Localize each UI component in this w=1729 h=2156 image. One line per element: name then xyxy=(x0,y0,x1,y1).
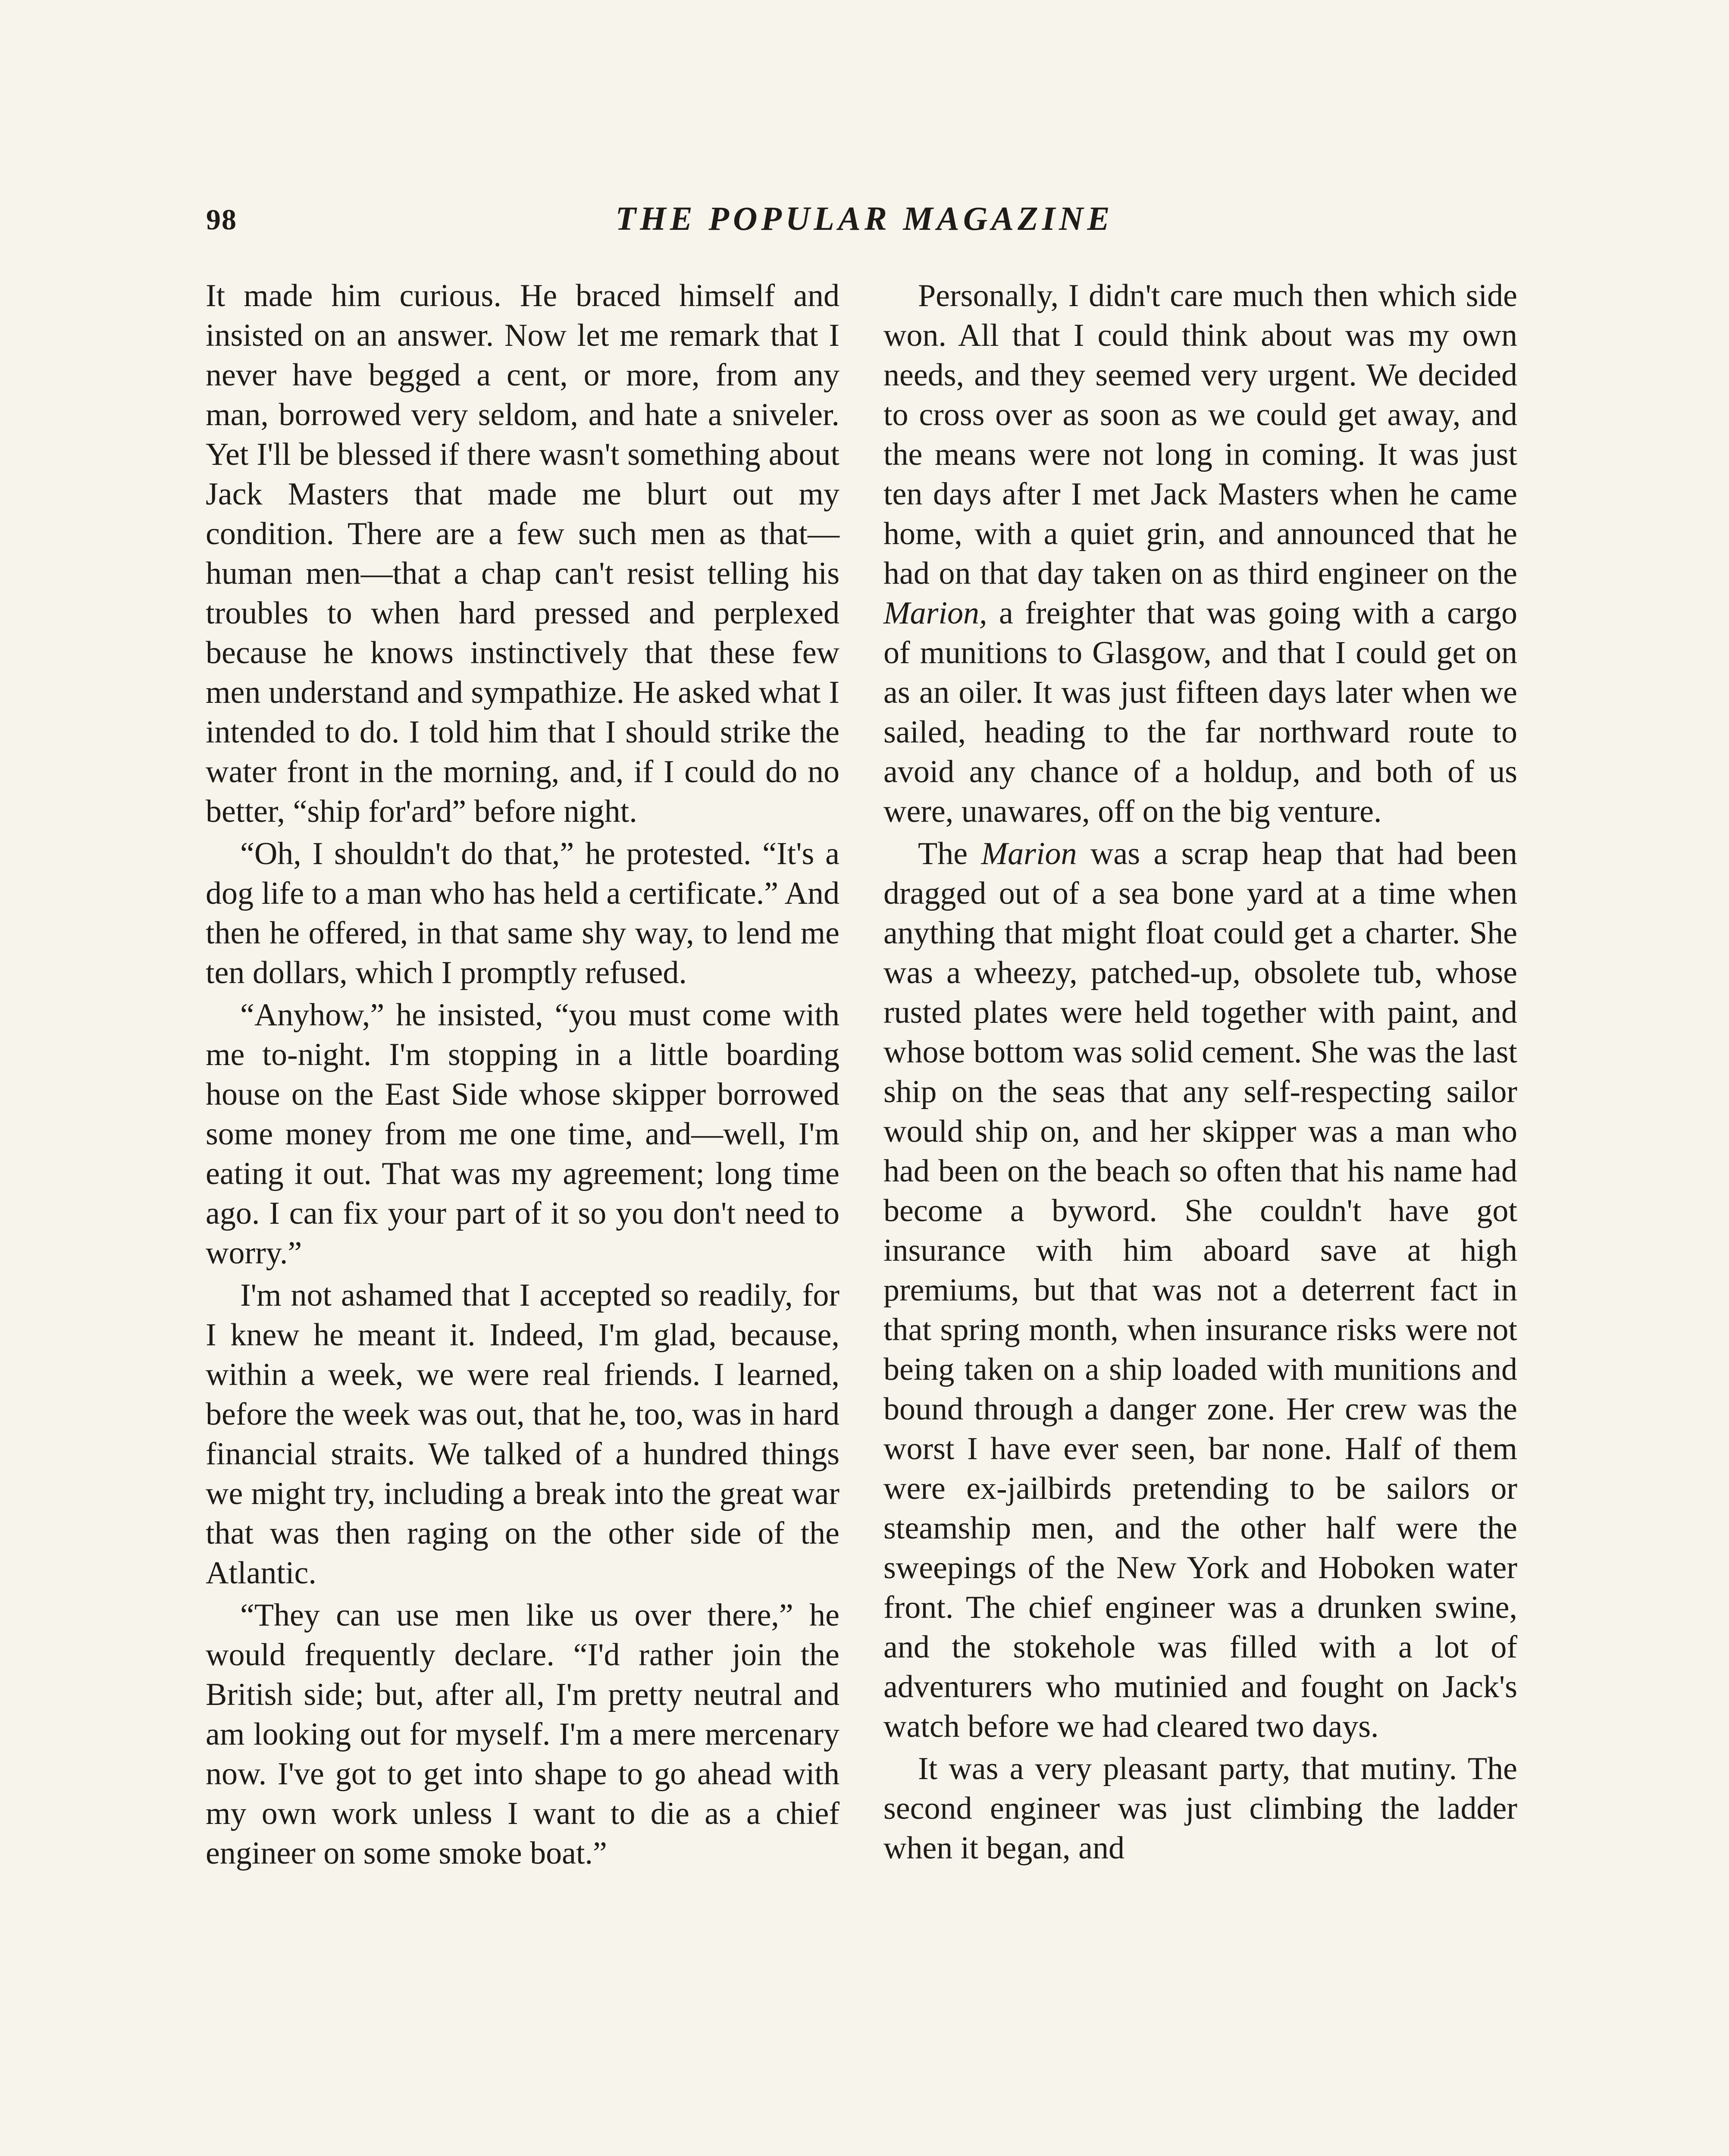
ship-name: Marion, xyxy=(883,595,987,631)
ship-name: Marion xyxy=(981,836,1077,871)
running-head: THE POPULAR MAGAZINE xyxy=(615,200,1114,237)
right-column xyxy=(883,276,1517,1871)
text-run: Personally, I didn't care much then which side won. All that I could think about was my own needs, and they seemed very urgent. We decided to cross over as soon as we could get away, and the means were not long in coming. It was just ten days after I met Jack Masters when he came home, with a quiet grin, and announced that he had on that day taken on as third engineer on the xyxy=(883,278,1517,591)
left-column xyxy=(206,276,839,1876)
paragraph: I'm not ashamed that I accepted so readily, for I knew he meant it. Indeed, I'm glad, because, within a week, we were real friends. I learned, before the week was out, that he, too, was in hard financial straits. We talked of a hundred things we might try, including a break into the great war that was then raging on the other side of the Atlantic. xyxy=(206,1278,839,1591)
paragraph xyxy=(883,276,1517,831)
text-run: was a scrap heap that had been dragged out of a sea bone yard at a time when anything that might float could get a charter. She was a wheezy, patched-up, obsolete tub, whose rusted plates were held together with paint, and whose bottom was solid cement. She was the last ship on the seas that any self-respecting sailor would ship on, and her skipper was a man who had been on the beach so often that his name had become a byword. She couldn't have got insurance with him aboard save at high premiums, but that was not a deterrent fact in that spring month, when insurance risks were not being taken on a ship loaded with munitions and bound through a danger zone. Her crew was the worst I have ever seen, bar none. Half of them were ex-jailbirds pretending to be sailors or steamship men, and the other half were the sweepings of the New York and Hoboken water front. The chief engineer was a drunken swine, and the stokehole was filled with a lot of adventurers who mutinied and fought on Jack's watch before we had cleared two days. xyxy=(883,836,1518,1744)
paragraph: It made him curious. He braced himself and insisted on an answer. Now let me remark that I never have begged a cent, or more, from any man, borrowed very seldom, and hate a sniveler. Yet I'll be blessed if there wasn't something about Jack Masters that made me blurt out my condition. There are a few such men as that—human men—that a chap can't resist telling his troubles to when hard pressed and perplexed because he knows instinctively that these few men understand and sympathize. He asked what I intended to do. I told him that I should strike the water front in the morning, and, if I could do no better, “ship for'ard” before night. xyxy=(206,278,839,829)
page-number: 98 xyxy=(206,203,237,236)
paragraph: “Anyhow,” he insisted, “you must come with me to-night. I'm stopping in a little boarding house on the East Side whose skipper borrowed some money from me one time, and—well, I'm eating it out. That was my agreement; long time ago. I can fix your part of it so you don't need to worry.” xyxy=(206,997,839,1271)
paragraph: “They can use men like us over there,” he would frequently declare. “I'd rather join the British side; but, after all, I'm pretty neutral and am looking out for myself. I'm a mere mercenary now. I've got to get into shape to go ahead with my own work unless I want to die as a chief engineer on some smoke boat.” xyxy=(206,1598,839,1871)
text-run: a freighter that was going with a cargo of munitions to Glasgow, and that I could get on as an oiler. It was just fifteen days later when we sailed, heading to the far northward route to avoid any chance of a holdup, and both of us were, unawares, off on the big venture. xyxy=(883,595,1517,829)
paragraph: “Oh, I shouldn't do that,” he protested. “It's a dog life to a man who has held a certificate.” And then he offered, in that same shy way, to lend me ten dollars, which I promptly refused. xyxy=(206,836,839,990)
text-run: The xyxy=(918,836,981,871)
paragraph: It was a very pleasant party, that mutiny. The second engineer was just climbing the ladder when it began, and xyxy=(883,1751,1517,1866)
paragraph xyxy=(883,834,1517,1746)
